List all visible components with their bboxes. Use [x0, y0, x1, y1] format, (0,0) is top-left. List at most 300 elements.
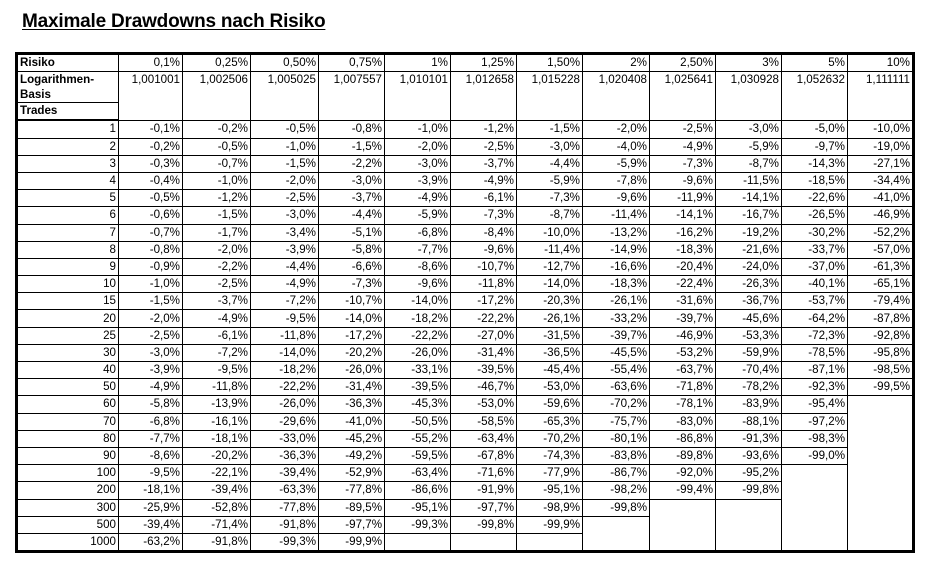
table-row [18, 430, 913, 447]
drawdown-cell: -99,0% [782, 447, 848, 464]
drawdown-cell: -13,2% [583, 224, 650, 241]
drawdown-cell: -95,8% [848, 344, 913, 361]
drawdown-cell: -9,5% [183, 362, 251, 379]
drawdown-cell: -63,3% [251, 482, 319, 499]
drawdown-cell: -97,7% [319, 516, 385, 533]
drawdown-cell: -6,8% [385, 224, 451, 241]
drawdown-cell: -20,2% [319, 344, 385, 361]
drawdown-cell: -8,6% [385, 258, 451, 275]
basis-cell: 1,111111 [848, 72, 913, 121]
drawdown-cell: -75,7% [583, 413, 650, 430]
drawdown-cell [782, 482, 848, 499]
drawdown-cell: -97,7% [451, 499, 517, 516]
drawdown-cell: -4,9% [251, 276, 319, 293]
basis-cell: 1,052632 [782, 72, 848, 121]
drawdown-cell: -10,7% [451, 258, 517, 275]
drawdown-cell: -53,7% [782, 293, 848, 310]
drawdown-table [17, 54, 913, 551]
drawdown-cell: -39,4% [183, 482, 251, 499]
drawdown-cell: -1,5% [517, 120, 583, 138]
drawdown-cell: -99,3% [385, 516, 451, 533]
drawdown-cell: -25,9% [119, 499, 183, 516]
drawdown-cell: -46,7% [451, 379, 517, 396]
drawdown-cell: -12,7% [517, 258, 583, 275]
drawdown-cell: -11,8% [451, 276, 517, 293]
drawdown-cell: -78,2% [716, 379, 782, 396]
trades-cell: 100 [18, 465, 119, 482]
drawdown-cell: -2,0% [183, 241, 251, 258]
drawdown-cell: -91,3% [716, 430, 782, 447]
drawdown-cell: -41,0% [319, 413, 385, 430]
drawdown-cell [517, 533, 583, 550]
drawdown-cell: -33,7% [782, 241, 848, 258]
drawdown-cell: -99,8% [451, 516, 517, 533]
drawdown-cell: -87,8% [848, 310, 913, 327]
drawdown-cell: -18,3% [650, 241, 716, 258]
risk-cell: 0,50% [251, 55, 319, 72]
drawdown-cell: -22,2% [451, 310, 517, 327]
drawdown-cell: -41,0% [848, 190, 913, 207]
drawdown-cell: -53,0% [517, 379, 583, 396]
basis-cell: 1,002506 [183, 72, 251, 121]
basis-row [18, 72, 913, 103]
drawdown-cell: -18,1% [119, 482, 183, 499]
drawdown-cell: -70,4% [716, 362, 782, 379]
drawdown-cell [716, 516, 782, 533]
drawdown-cell: -0,5% [119, 190, 183, 207]
drawdown-cell: -2,5% [119, 327, 183, 344]
drawdown-cell: -24,0% [716, 258, 782, 275]
drawdown-cell: -89,8% [650, 447, 716, 464]
drawdown-cell: -3,7% [183, 293, 251, 310]
trades-cell: 200 [18, 482, 119, 499]
drawdown-cell: -16,6% [583, 258, 650, 275]
trades-cell: 10 [18, 276, 119, 293]
drawdown-cell: -98,5% [848, 362, 913, 379]
drawdown-cell: -99,9% [517, 516, 583, 533]
table-row [18, 533, 913, 550]
drawdown-cell: -86,7% [583, 465, 650, 482]
drawdown-cell: -9,6% [650, 172, 716, 189]
drawdown-cell: -18,1% [183, 430, 251, 447]
drawdown-cell: -0,2% [183, 120, 251, 138]
drawdown-cell: -0,5% [251, 120, 319, 138]
drawdown-cell: -0,4% [119, 172, 183, 189]
trades-cell: 9 [18, 258, 119, 275]
trades-cell: 5 [18, 190, 119, 207]
table-row [18, 396, 913, 413]
drawdown-cell: -59,6% [517, 396, 583, 413]
drawdown-cell: -1,0% [183, 172, 251, 189]
drawdown-cell: -2,0% [583, 120, 650, 138]
risk-cell: 0,75% [319, 55, 385, 72]
risk-cell: 1,50% [517, 55, 583, 72]
trades-cell: 20 [18, 310, 119, 327]
table-row [18, 138, 913, 155]
drawdown-cell: -10,0% [517, 224, 583, 241]
drawdown-cell: -80,1% [583, 430, 650, 447]
drawdown-cell: -2,5% [650, 120, 716, 138]
drawdown-cell: -45,6% [716, 310, 782, 327]
basis-cell: 1,012658 [451, 72, 517, 121]
drawdown-cell: -6,1% [451, 190, 517, 207]
drawdown-cell: -40,1% [782, 276, 848, 293]
drawdown-cell: -29,6% [251, 413, 319, 430]
risk-cell: 5% [782, 55, 848, 72]
drawdown-cell: -39,5% [385, 379, 451, 396]
drawdown-cell: -39,7% [650, 310, 716, 327]
drawdown-cell: -39,5% [451, 362, 517, 379]
trades-label: Trades [18, 103, 119, 121]
drawdown-cell: -53,2% [650, 344, 716, 361]
drawdown-cell: -70,2% [583, 396, 650, 413]
drawdown-cell [650, 533, 716, 550]
drawdown-cell: -99,8% [716, 482, 782, 499]
drawdown-cell: -10,7% [319, 293, 385, 310]
drawdown-cell: -27,0% [451, 327, 517, 344]
drawdown-cell: -46,9% [650, 327, 716, 344]
drawdown-cell: -19,2% [716, 224, 782, 241]
drawdown-cell: -77,8% [251, 499, 319, 516]
trades-cell: 80 [18, 430, 119, 447]
drawdown-cell: -95,1% [385, 499, 451, 516]
drawdown-cell: -4,4% [517, 155, 583, 172]
drawdown-cell: -5,9% [583, 155, 650, 172]
drawdown-cell: -26,1% [517, 310, 583, 327]
drawdown-cell [848, 482, 913, 499]
drawdown-cell: -88,1% [716, 413, 782, 430]
drawdown-cell: -91,9% [451, 482, 517, 499]
drawdown-cell: -31,4% [319, 379, 385, 396]
drawdown-cell: -26,0% [251, 396, 319, 413]
table-row [18, 190, 913, 207]
drawdown-cell: -83,8% [583, 447, 650, 464]
drawdown-cell: -5,9% [517, 172, 583, 189]
drawdown-cell: -2,0% [119, 310, 183, 327]
drawdown-cell: -19,0% [848, 138, 913, 155]
basis-cell: 1,020408 [583, 72, 650, 121]
drawdown-cell: -11,8% [183, 379, 251, 396]
drawdown-cell: -95,4% [782, 396, 848, 413]
drawdown-cell: -9,6% [385, 276, 451, 293]
risk-cell: 2% [583, 55, 650, 72]
drawdown-cell: -7,2% [251, 293, 319, 310]
table-row [18, 447, 913, 464]
drawdown-cell: -14,3% [782, 155, 848, 172]
drawdown-cell: -22,2% [385, 327, 451, 344]
drawdown-cell: -0,5% [183, 138, 251, 155]
table-row [18, 499, 913, 516]
drawdown-cell: -1,0% [119, 276, 183, 293]
drawdown-cell: -6,6% [319, 258, 385, 275]
drawdown-cell: -5,1% [319, 224, 385, 241]
trades-cell: 7 [18, 224, 119, 241]
drawdown-cell: -78,1% [650, 396, 716, 413]
drawdown-cell: -11,9% [650, 190, 716, 207]
table-row [18, 362, 913, 379]
drawdown-cell: -18,2% [251, 362, 319, 379]
drawdown-cell: -45,5% [583, 344, 650, 361]
basis-label [18, 72, 119, 103]
drawdown-cell: -22,4% [650, 276, 716, 293]
trades-cell: 2 [18, 138, 119, 155]
drawdown-cell: -9,5% [119, 465, 183, 482]
drawdown-cell: -34,4% [848, 172, 913, 189]
drawdown-cell: -50,5% [385, 413, 451, 430]
drawdown-cell [583, 533, 650, 550]
drawdown-cell [385, 533, 451, 550]
drawdown-cell: -17,2% [451, 293, 517, 310]
drawdown-cell [848, 447, 913, 464]
drawdown-cell: -4,9% [183, 310, 251, 327]
drawdown-cell: -7,3% [517, 190, 583, 207]
drawdown-cell: -1,2% [183, 190, 251, 207]
drawdown-cell: -52,8% [183, 499, 251, 516]
drawdown-cell: -63,4% [451, 430, 517, 447]
drawdown-cell: -0,8% [119, 241, 183, 258]
drawdown-cell: -5,9% [716, 138, 782, 155]
drawdown-cell [848, 499, 913, 516]
drawdown-cell: -63,4% [385, 465, 451, 482]
drawdown-cell: -7,2% [183, 344, 251, 361]
drawdown-cell: -2,5% [183, 276, 251, 293]
drawdown-cell: -14,1% [716, 190, 782, 207]
drawdown-cell: -27,1% [848, 155, 913, 172]
drawdown-cell: -26,1% [583, 293, 650, 310]
drawdown-cell: -61,3% [848, 258, 913, 275]
drawdown-cell: -1,5% [183, 207, 251, 224]
basis-cell: 1,025641 [650, 72, 716, 121]
drawdown-cell: -52,9% [319, 465, 385, 482]
table-row [18, 310, 913, 327]
drawdown-cell: -92,0% [650, 465, 716, 482]
drawdown-cell: -67,8% [451, 447, 517, 464]
drawdown-cell: -3,4% [251, 224, 319, 241]
drawdown-cell: -21,6% [716, 241, 782, 258]
drawdown-cell: -46,9% [848, 207, 913, 224]
table-row [18, 224, 913, 241]
drawdown-cell: -71,4% [183, 516, 251, 533]
drawdown-cell: -3,9% [385, 172, 451, 189]
drawdown-cell: -1,0% [385, 120, 451, 138]
drawdown-cell: -7,3% [451, 207, 517, 224]
drawdown-cell: -4,9% [451, 172, 517, 189]
drawdown-cell: -3,0% [385, 155, 451, 172]
page-title: Maximale Drawdowns nach Risiko [22, 11, 326, 32]
drawdown-cell: -36,7% [716, 293, 782, 310]
trades-cell: 90 [18, 447, 119, 464]
drawdown-cell: -31,6% [650, 293, 716, 310]
drawdown-cell: -18,2% [385, 310, 451, 327]
trades-cell: 70 [18, 413, 119, 430]
drawdown-cell: -87,1% [782, 362, 848, 379]
drawdown-cell: -4,0% [583, 138, 650, 155]
drawdown-cell: -5,8% [319, 241, 385, 258]
drawdown-cell: -3,9% [119, 362, 183, 379]
drawdown-cell: -77,8% [319, 482, 385, 499]
drawdown-cell: -63,2% [119, 533, 183, 550]
drawdown-cell [716, 499, 782, 516]
drawdown-cell: -0,6% [119, 207, 183, 224]
drawdown-cell: -1,7% [183, 224, 251, 241]
drawdown-cell: -92,8% [848, 327, 913, 344]
drawdown-cell: -0,7% [183, 155, 251, 172]
drawdown-cell: -14,0% [385, 293, 451, 310]
drawdown-cell: -18,3% [583, 276, 650, 293]
drawdown-cell: -45,4% [517, 362, 583, 379]
table-row [18, 379, 913, 396]
drawdown-cell: -71,8% [650, 379, 716, 396]
drawdown-cell: -49,2% [319, 447, 385, 464]
drawdown-cell [451, 533, 517, 550]
drawdown-cell: -53,0% [451, 396, 517, 413]
drawdown-cell: -2,5% [251, 190, 319, 207]
drawdown-cell: -83,0% [650, 413, 716, 430]
drawdown-cell [650, 499, 716, 516]
drawdown-cell: -9,7% [782, 138, 848, 155]
drawdown-cell [583, 516, 650, 533]
drawdown-cell: -0,2% [119, 138, 183, 155]
drawdown-cell: -33,1% [385, 362, 451, 379]
drawdown-cell [716, 533, 782, 550]
drawdown-cell: -6,1% [183, 327, 251, 344]
drawdown-cell: -14,1% [650, 207, 716, 224]
drawdown-cell: -8,6% [119, 447, 183, 464]
drawdown-cell: -9,6% [451, 241, 517, 258]
table-row [18, 172, 913, 189]
drawdown-cell: -14,0% [319, 310, 385, 327]
drawdown-cell: -86,6% [385, 482, 451, 499]
table-row [18, 120, 913, 138]
risk-cell: 2,50% [650, 55, 716, 72]
table-row [18, 413, 913, 430]
drawdown-cell [848, 430, 913, 447]
risk-cell: 0,25% [183, 55, 251, 72]
drawdown-cell: -31,4% [451, 344, 517, 361]
drawdown-cell: -64,2% [782, 310, 848, 327]
drawdown-cell: -0,1% [119, 120, 183, 138]
drawdown-cell [848, 396, 913, 413]
drawdown-cell: -39,4% [251, 465, 319, 482]
drawdown-cell: -11,8% [251, 327, 319, 344]
drawdown-cell: -98,9% [517, 499, 583, 516]
drawdown-cell: -98,2% [583, 482, 650, 499]
drawdown-cell: -1,0% [251, 138, 319, 155]
drawdown-cell [782, 516, 848, 533]
drawdown-cell: -7,3% [319, 276, 385, 293]
drawdown-cell: -8,7% [517, 207, 583, 224]
drawdown-cell: -97,2% [782, 413, 848, 430]
drawdown-cell: -99,8% [583, 499, 650, 516]
drawdown-cell: -16,1% [183, 413, 251, 430]
drawdown-cell: -9,6% [583, 190, 650, 207]
trades-cell: 6 [18, 207, 119, 224]
drawdown-cell: -1,5% [319, 138, 385, 155]
table-row [18, 293, 913, 310]
drawdown-cell: -55,2% [385, 430, 451, 447]
drawdown-cell: -16,7% [716, 207, 782, 224]
table-row [18, 344, 913, 361]
drawdown-cell: -31,5% [517, 327, 583, 344]
trades-cell: 30 [18, 344, 119, 361]
drawdown-cell: -99,3% [251, 533, 319, 550]
drawdown-cell: -3,7% [451, 155, 517, 172]
drawdown-cell: -7,7% [385, 241, 451, 258]
risk-cell: 0,1% [119, 55, 183, 72]
drawdown-cell: -11,4% [583, 207, 650, 224]
drawdown-cell: -6,8% [119, 413, 183, 430]
drawdown-cell: -36,5% [517, 344, 583, 361]
drawdown-cell: -78,5% [782, 344, 848, 361]
table-row [18, 465, 913, 482]
drawdown-cell: -86,8% [650, 430, 716, 447]
drawdown-cell: -4,9% [385, 190, 451, 207]
drawdown-cell: -9,5% [251, 310, 319, 327]
drawdown-cell [782, 465, 848, 482]
drawdown-cell: -3,0% [319, 172, 385, 189]
drawdown-cell: -45,2% [319, 430, 385, 447]
drawdown-cell: -4,4% [251, 258, 319, 275]
drawdown-cell: -3,0% [517, 138, 583, 155]
drawdown-cell: -8,4% [451, 224, 517, 241]
trades-cell: 15 [18, 293, 119, 310]
drawdown-cell: -2,0% [251, 172, 319, 189]
drawdown-cell: -3,0% [716, 120, 782, 138]
trades-cell: 1000 [18, 533, 119, 550]
basis-cell: 1,007557 [319, 72, 385, 121]
drawdown-cell: -17,2% [319, 327, 385, 344]
drawdown-cell: -63,7% [650, 362, 716, 379]
drawdown-cell: -26,0% [319, 362, 385, 379]
drawdown-cell: -95,2% [716, 465, 782, 482]
drawdown-cell: -93,6% [716, 447, 782, 464]
drawdown-cell: -33,2% [583, 310, 650, 327]
drawdown-cell: -99,5% [848, 379, 913, 396]
risk-cell: 1% [385, 55, 451, 72]
drawdown-cell: -57,0% [848, 241, 913, 258]
risk-label: Risiko [18, 55, 119, 72]
drawdown-cell: -95,1% [517, 482, 583, 499]
drawdown-cell: -79,4% [848, 293, 913, 310]
drawdown-cell: -0,3% [119, 155, 183, 172]
trades-cell: 60 [18, 396, 119, 413]
drawdown-cell: -26,0% [385, 344, 451, 361]
drawdown-cell: -20,4% [650, 258, 716, 275]
drawdown-cell: -1,2% [451, 120, 517, 138]
drawdown-cell: -2,0% [385, 138, 451, 155]
drawdown-cell: -11,5% [716, 172, 782, 189]
drawdown-cell: -63,6% [583, 379, 650, 396]
drawdown-cell: -7,3% [650, 155, 716, 172]
drawdown-cell: -4,9% [650, 138, 716, 155]
basis-cell: 1,005025 [251, 72, 319, 121]
table-row [18, 155, 913, 172]
drawdown-cell: -2,2% [319, 155, 385, 172]
drawdown-cell: -3,9% [251, 241, 319, 258]
drawdown-cell: -36,3% [251, 447, 319, 464]
drawdown-cell: -33,0% [251, 430, 319, 447]
drawdown-cell [848, 533, 913, 550]
drawdown-cell: -5,9% [385, 207, 451, 224]
drawdown-cell: -59,5% [385, 447, 451, 464]
trades-cell: 4 [18, 172, 119, 189]
drawdown-cell [782, 499, 848, 516]
table-row [18, 482, 913, 499]
drawdown-cell: -22,2% [251, 379, 319, 396]
drawdown-cell: -14,9% [583, 241, 650, 258]
drawdown-cell: -70,2% [517, 430, 583, 447]
table-row [18, 327, 913, 344]
